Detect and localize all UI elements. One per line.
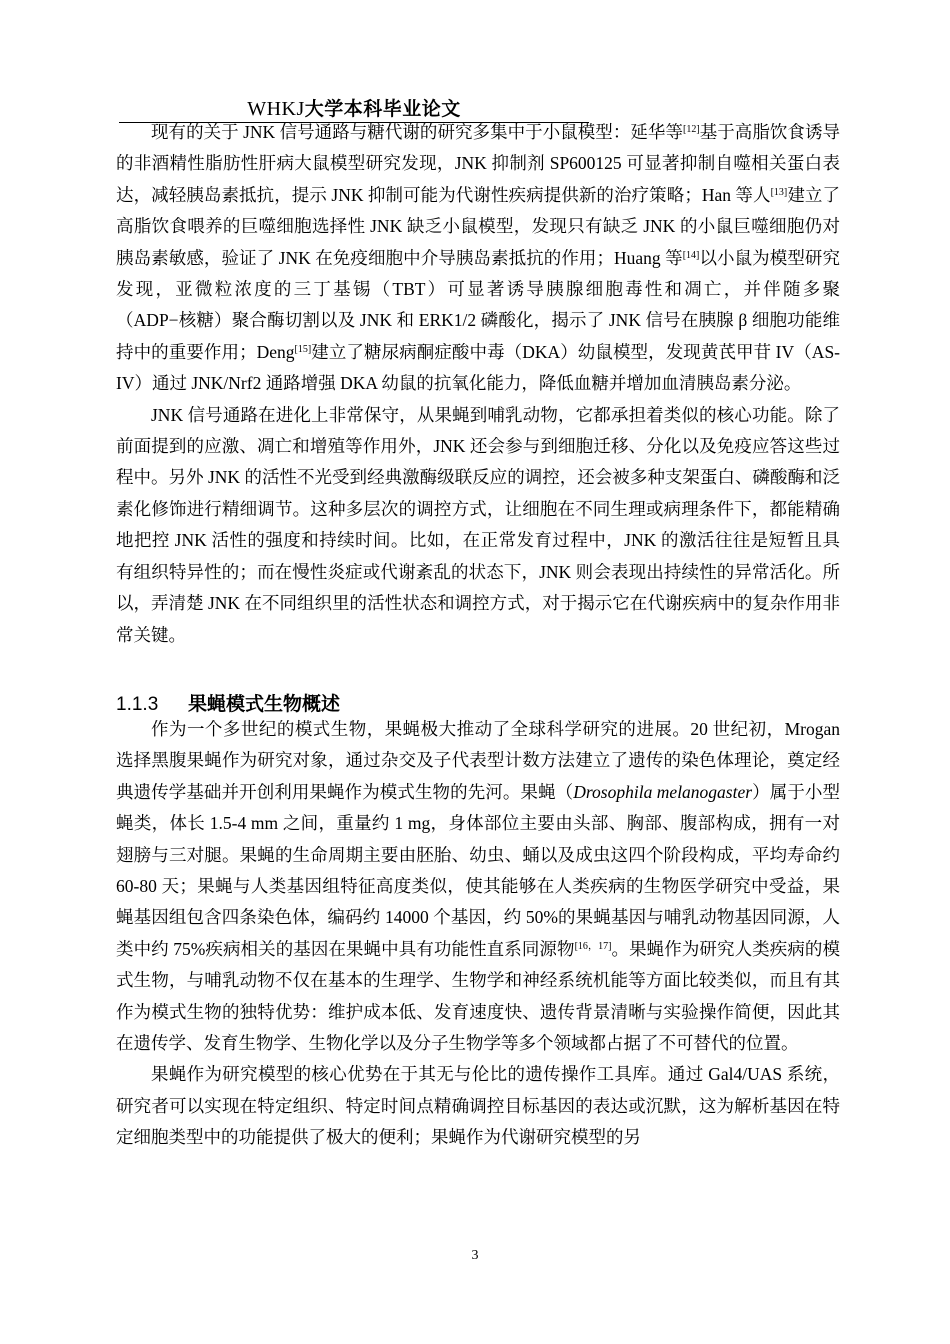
text-run: 基于高脂饮食诱导的非酒精性脂肪性肝病大鼠模型研究发现，JNK 抑制剂 SP600125 可显著抑制自噬相关蛋白表达，减轻胰岛素抵抗，提示 JNK 抑制可能为代谢性疾病提供新的治疗策略；Han 等人	[116, 122, 840, 205]
text-run: 建立了高脂饮食喂养的巨噬细胞选择性 JNK 缺乏小鼠模型，发现只有缺乏 JNK 的小鼠巨噬细胞仍对胰岛素敏感，验证了 JNK 在免疫细胞中介导胰岛素抵抗的作用；Huang 等	[116, 184, 840, 268]
italic-text: Drosophila melanogaster	[573, 781, 753, 802]
text-run: 果蝇作为研究模型的核心优势在于其无与伦比的遗传操作工具库。通过 Gal4/UAS 系统，研究者可以实现在特定组织、特定时间点精确调控目标基因的表达或沉默，这为解析基因在特定细胞类型中的功能提供了极大的便利；果蝇作为代谢研究模型的另	[116, 1064, 840, 1148]
paragraph	[116, 117, 840, 400]
section-number: 1.1.3	[116, 694, 159, 715]
header-title: 大学本科毕业论文	[304, 98, 461, 120]
header-prefix: WHKJ	[247, 98, 305, 120]
citation-ref: [14]	[682, 249, 700, 261]
section-title: 果蝇模式生物概述	[188, 693, 341, 715]
citation-ref: [15]	[294, 343, 312, 355]
text-run: 作为一个多世纪的模式生物，果蝇极大推动了全球科学研究的进展。20 世纪初，Mrogan 选择黑腹果蝇作为研究对象，通过杂交及子代表型计数方法建立了遗传的染色体理论，奠定经典遗传学基础并开创利用果蝇作为模式生物的先河。果蝇（	[116, 719, 840, 802]
paragraph	[116, 400, 840, 651]
body-text-before-section	[116, 117, 840, 651]
text-run: ）属于小型蝇类，体长 1.5-4 mm 之间，重量约 1 mg，身体部位主要由头部、胸部、腹部构成，拥有一对翅膀与三对腿。果蝇的生命周期主要由胚胎、幼虫、蛹以及成虫这四个阶段构成，平均寿命约 60-80 天；果蝇与人类基因组特征高度类似，使其能够在人类疾病的生物医学研究中受益，果蝇基因组包含四条染色体，编码约 14000 个基因，约 50%的果蝇基因与哺乳动物基因同源，人类中约 75%疾病相关的基因在果蝇中具有功能性直系同源物	[116, 781, 840, 959]
page-number: 3	[471, 1248, 479, 1263]
text-run: 。果蝇作为研究人类疾病的模式生物，与哺乳动物不仅在基本的生理学、生物学和神经系统机能等方面比较类似，而且有其作为模式生物的独特优势：维护成本低、发育速度快、遗传背景清晰与实验操作简便，因此其在遗传学、发育生物学、生物化学以及分子生物学等多个领域都占据了不可替代的位置。	[116, 938, 840, 1054]
text-run: JNK 信号通路在进化上非常保守，从果蝇到哺乳动物，它都承担着类似的核心功能。除了前面提到的应激、凋亡和增殖等作用外，JNK 还会参与到细胞迁移、分化以及免疫应答这些过程中。另外 JNK 的活性不光受到经典激酶级联反应的调控，还会被多种支架蛋白、磷酸酶和泛素化修饰进行精细调节。这种多层次的调控方式，让细胞在不同生理或病理条件下，都能精确地把控 JNK 活性的强度和持续时间。比如，在正常发育过程中，JNK 的激活往往是短暂且具有组织特异性的；而在慢性炎症或代谢紊乱的状态下，JNK 则会表现出持续性的异常活化。所以，弄清楚 JNK 在不同组织里的活性状态和调控方式，对于揭示它在代谢疾病中的复杂作用非常关键。	[116, 404, 840, 645]
citation-ref: [16，17]	[574, 940, 612, 952]
text-run: 以小鼠为模型研究发现，亚微粒浓度的三丁基锡（TBT）可显著诱导胰腺细胞毒性和凋亡，并伴随多聚（ADP−核糖）聚合酶切割以及 JNK 和 ERK1/2 磷酸化，揭示了 JNK 信号在胰腺 β 细胞功能维持中的重要作用；Deng	[116, 247, 840, 362]
text-run: 现有的关于 JNK 信号通路与糖代谢的研究多集中于小鼠模型：延华等	[151, 122, 684, 142]
citation-ref: [13]	[770, 186, 788, 198]
paragraph	[116, 714, 840, 1059]
text-run: 建立了糖尿病酮症酸中毒（DKA）幼鼠模型，发现黄芪甲苷 IV（AS-IV）通过 JNK/Nrf2 通路增强 DKA 幼鼠的抗氧化能力，降低血糖并增加血清胰岛素分泌。	[116, 341, 840, 394]
paragraph	[116, 1059, 840, 1153]
body-text-after-section	[116, 714, 840, 1154]
citation-ref: [12]	[683, 124, 700, 135]
